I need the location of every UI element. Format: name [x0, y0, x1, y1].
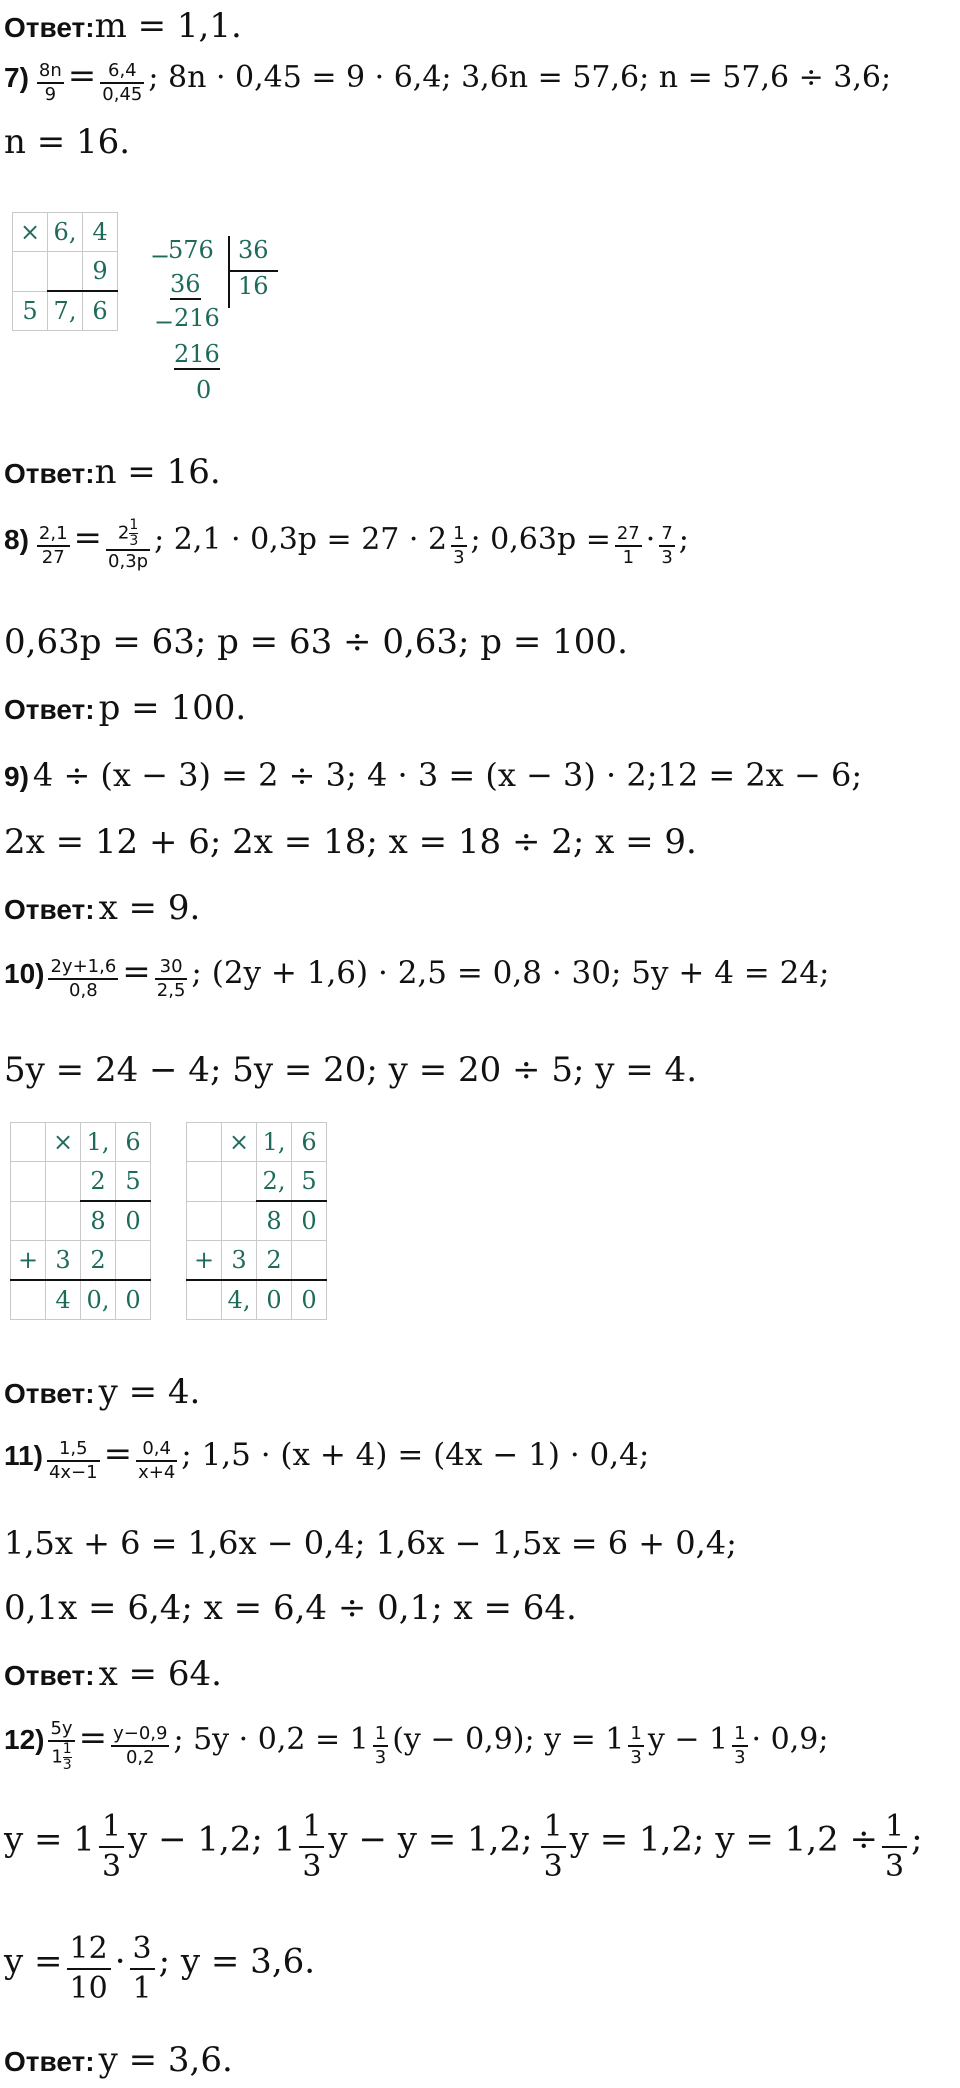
answer-value: m = 1,1. [94, 6, 242, 46]
task-10-line-1: 10) $\frac{2y+1,6}{0,8}$ = $\frac{30}{2,5}$ ; (2y + 1,6) · 2,5 = 0,8 · 30; 5y + 4 = 24; [4, 952, 830, 1002]
answer-line-8: Ответ: p = 100. [4, 688, 247, 728]
task-11-line-3: 0,1x = 6,4; x = 6,4 ÷ 0,1; x = 64. [4, 1588, 577, 1628]
equation-text: n = 16. [4, 122, 131, 162]
long-division: − 576 36 16 36 − 216 216 0 [150, 236, 280, 416]
fraction: $\frac{2,1}{27}$ [38, 522, 68, 568]
task-number: 8) [4, 524, 29, 556]
answer-line-6 [4, 6, 242, 46]
task-number: 9) [4, 761, 29, 792]
answer-label: Ответ: [4, 12, 95, 43]
fraction: $\frac{8n}{9}$ [38, 60, 62, 106]
fraction: $\frac{6,4}{0,45}$ [102, 60, 143, 106]
answer-line-11: Ответ: x = 64. [4, 1654, 222, 1694]
task-8-line-2: 0,63p = 63; p = 63 ÷ 0,63; p = 100. [4, 622, 628, 662]
task-12-line-2: y = 1 $\frac{1}{3}$ y − 1,2; 1 $\frac{1}{3}$ y − y = 1,2; $\frac{1}{3}$ y = 1,2; y = 1,2 ÷ $\frac{1}{3}$ ; [4, 1809, 923, 1884]
task-11-line-1: 11) $\frac{1,5}{4x-1}$ = $\frac{0,4}{x+4}$ ; 1,5 · (x + 4) = (4x − 1) · 0,4; [4, 1434, 650, 1484]
equation-text: ; 8n · 0,45 = 9 · 6,4; 3,6n = 57,6; n = 57,6 ÷ 3,6; [148, 60, 892, 95]
task-11-line-2: 1,5x + 6 = 1,6x − 0,4; 1,6x − 1,5x = 6 + 0,4; [4, 1524, 737, 1562]
task-number: 12) [4, 1724, 45, 1756]
task-7-line-2 [4, 122, 130, 162]
multiplication-table-2: × 1, 6 2 5 8 0 + 3 2 4 0, 0 [10, 1122, 151, 1320]
multiplication-table-1: × 6, 4 9 5 7, 6 [12, 212, 118, 331]
task-12-line-3: y = $\frac{12}{10}$ · $\frac{3}{1}$ ; y = 3,6. [4, 1931, 316, 2006]
answer-line-12: Ответ: y = 3,6. [4, 2040, 233, 2080]
fraction: 2 $\frac{1}{3}$ 0,3p [108, 517, 149, 572]
task-7-line-1: 7) $\frac{8n}{9}$ = $\frac{6,4}{0,45}$ ; 8n · 0,45 = 9 · 6,4; 3,6n = 57,6; n = 57,6 ÷ 3,6; [4, 56, 892, 106]
task-12-line-1: 12) 5y 1 $\frac{1}{3}$ = $\frac{y-0,9}{0,2}$ ; 5y · 0,2 = 1 $\frac{1}{3}$ (y − 0,9); y = 1 $\frac{1}{3}$ y − 1 $\frac{1}{3}$ · 0,9; [4, 1718, 829, 1773]
task-10-line-2: 5y = 24 − 4; 5y = 20; y = 20 ÷ 5; y = 4. [4, 1050, 697, 1090]
answer-line-10: Ответ: y = 4. [4, 1372, 201, 1412]
multiplication-table-3: × 1, 6 2, 5 8 0 + 3 2 4, 0 0 [186, 1122, 327, 1320]
task-8-line-1: 8) $\frac{2,1}{27}$ = 2 $\frac{1}{3}$ 0,3p ; 2,1 · 0,3p = 27 · 2 $\frac{1}{3}$ ; 0,63p = $\frac{27}{1}$ · $\frac{7}{3}$ ; [4, 517, 689, 572]
task-9-line-2: 2x = 12 + 6; 2x = 18; x = 18 ÷ 2; x = 9. [4, 822, 697, 862]
answer-line-9: Ответ: x = 9. [4, 888, 201, 928]
task-9-line-1: 9) 4 ÷ (x − 3) = 2 ÷ 3; 4 · 3 = (x − 3) · 2;12 = 2x − 6; [4, 756, 863, 794]
answer-line-7: Ответ:n = 16. [4, 452, 221, 492]
task-number: 7) [4, 62, 29, 93]
task-number: 11) [4, 1440, 43, 1471]
task-number: 10) [4, 958, 45, 989]
